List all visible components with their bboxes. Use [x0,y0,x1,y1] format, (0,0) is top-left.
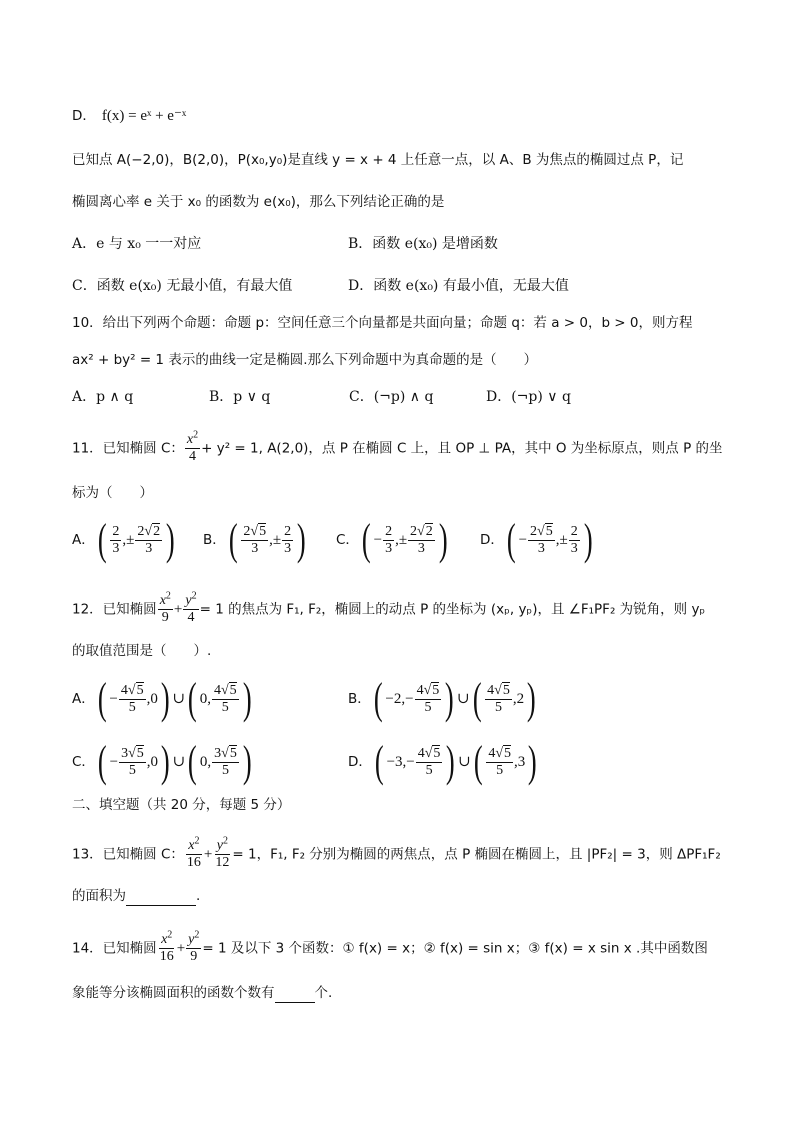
q11-option-b: B．( $\frac{2√5}{3}$ ,± $\frac{2}{3}$ ) [203,515,306,564]
q12-stem-line1: 12．已知椭圆 $\frac{x^2}{9}$ + $\frac{y^2}{4}$ = 1 的焦点为 F₁, F₂，椭圆上的动点 P 的坐标为 (xₚ, yₚ)，且 ∠F₁PF₂ 为锐角，则 yₚ [72,590,706,625]
q12-stem-line2: 的取值范围是（ ）. [72,643,212,659]
q10-stem-line1: 10．给出下列两个命题：命题 p：空间任意三个向量都是共面向量；命题 q：若 a > 0，b > 0，则方程 [72,315,693,331]
q11-option-c: C．( − $\frac{2}{3}$ ,± $\frac{2√2}{3}$ ) [336,515,448,564]
q10-option-c: C．(¬p) ∧ q [349,389,434,405]
q12-option-b: B．( −2,− $\frac{4√5}{5}$ ) ∪( $\frac{4√5}{5}$ ,2) [348,674,536,723]
q12-option-c: C．( − $\frac{3√5}{5}$ ,0) ∪( 0, $\frac{3√5}{5}$ ) [72,737,252,786]
q10-option-d: D．(¬p) ∨ q [486,389,571,405]
q13-answer-blank[interactable] [126,889,196,906]
q8-option-d: D． f(x) = eˣ + e⁻ˣ [72,108,187,124]
q10-option-a: A．p ∧ q [72,389,134,405]
q11-option-a: A．( $\frac{2}{3}$ ,± $\frac{2√2}{3}$ ) [72,515,175,564]
q14-stem-line1: 14．已知椭圆 $\frac{x^2}{16}$ + $\frac{y^2}{9}$ = 1 及以下 3 个函数：① f(x) = x；② f(x) = sin x；③ f(x) = x sin x .其中函数图 [72,929,708,964]
q9-option-b: B．函数 e(x₀) 是增函数 [348,236,498,252]
q13-stem-line1: 13．已知椭圆 C： $\frac{x^2}{16}$ + $\frac{y^2}{12}$ = 1，F₁, F₂ 分别为椭圆的两焦点，点 P 椭圆在椭圆上，且 |PF₂| = 3，则 ΔPF₁F₂ [72,835,721,870]
q10-option-b: B．p ∨ q [209,389,271,405]
q9-stem-line2: 椭圆离心率 e 关于 x₀ 的函数为 e(x₀)，那么下列结论正确的是 [72,194,445,210]
q12-option-d: D．( −3,− $\frac{4√5}{5}$ ) ∪( $\frac{4√5}{5}$ ,3) [348,737,537,786]
q11-option-d: D．( − $\frac{2√5}{3}$ ,± $\frac{2}{3}$ ) [480,515,593,564]
q12-option-a: A．( − $\frac{4√5}{5}$ ,0) ∪( 0, $\frac{4√5}{5}$ ) [72,674,252,723]
q13-stem-line2: 的面积为 . [72,888,201,904]
q11-stem-line1: 11．已知椭圆 C： $\frac{x^2}{4}$ + y² = 1, A(2,0)，点 P 在椭圆 C 上，且 OP ⊥ PA，其中 O 为坐标原点，则点 P 的坐 [72,429,723,464]
q14-stem-line2: 象能等分该椭圆面积的函数个数有 个. [72,985,333,1001]
q9-option-d: D．函数 e(x₀) 有最小值，无最大值 [348,278,569,294]
q9-stem-line1: 已知点 A(−2,0)，B(2,0)，P(x₀,y₀)是直线 y = x + 4 上任意一点，以 A、B 为焦点的椭圆过点 P，记 [72,152,684,168]
section-heading-fill-in: 二、填空题（共 20 分，每题 5 分） [72,797,291,813]
q8-option-d-formula: f(x) = eˣ + e⁻ˣ [101,108,187,124]
q9-option-a: A．e 与 x₀ 一一对应 [72,236,202,252]
q14-answer-blank[interactable] [275,986,315,1003]
fraction-x2-over-4: $\frac{x^2}{4}$ [186,429,199,464]
q11-stem-line2: 标为（ ） [72,485,153,501]
q10-stem-line2: ax² + by² = 1 表示的曲线一定是椭圆.那么下列命题中为真命题的是（ ） [72,352,538,368]
q9-option-c: C．函数 e(x₀) 无最小值，有最大值 [72,278,293,294]
